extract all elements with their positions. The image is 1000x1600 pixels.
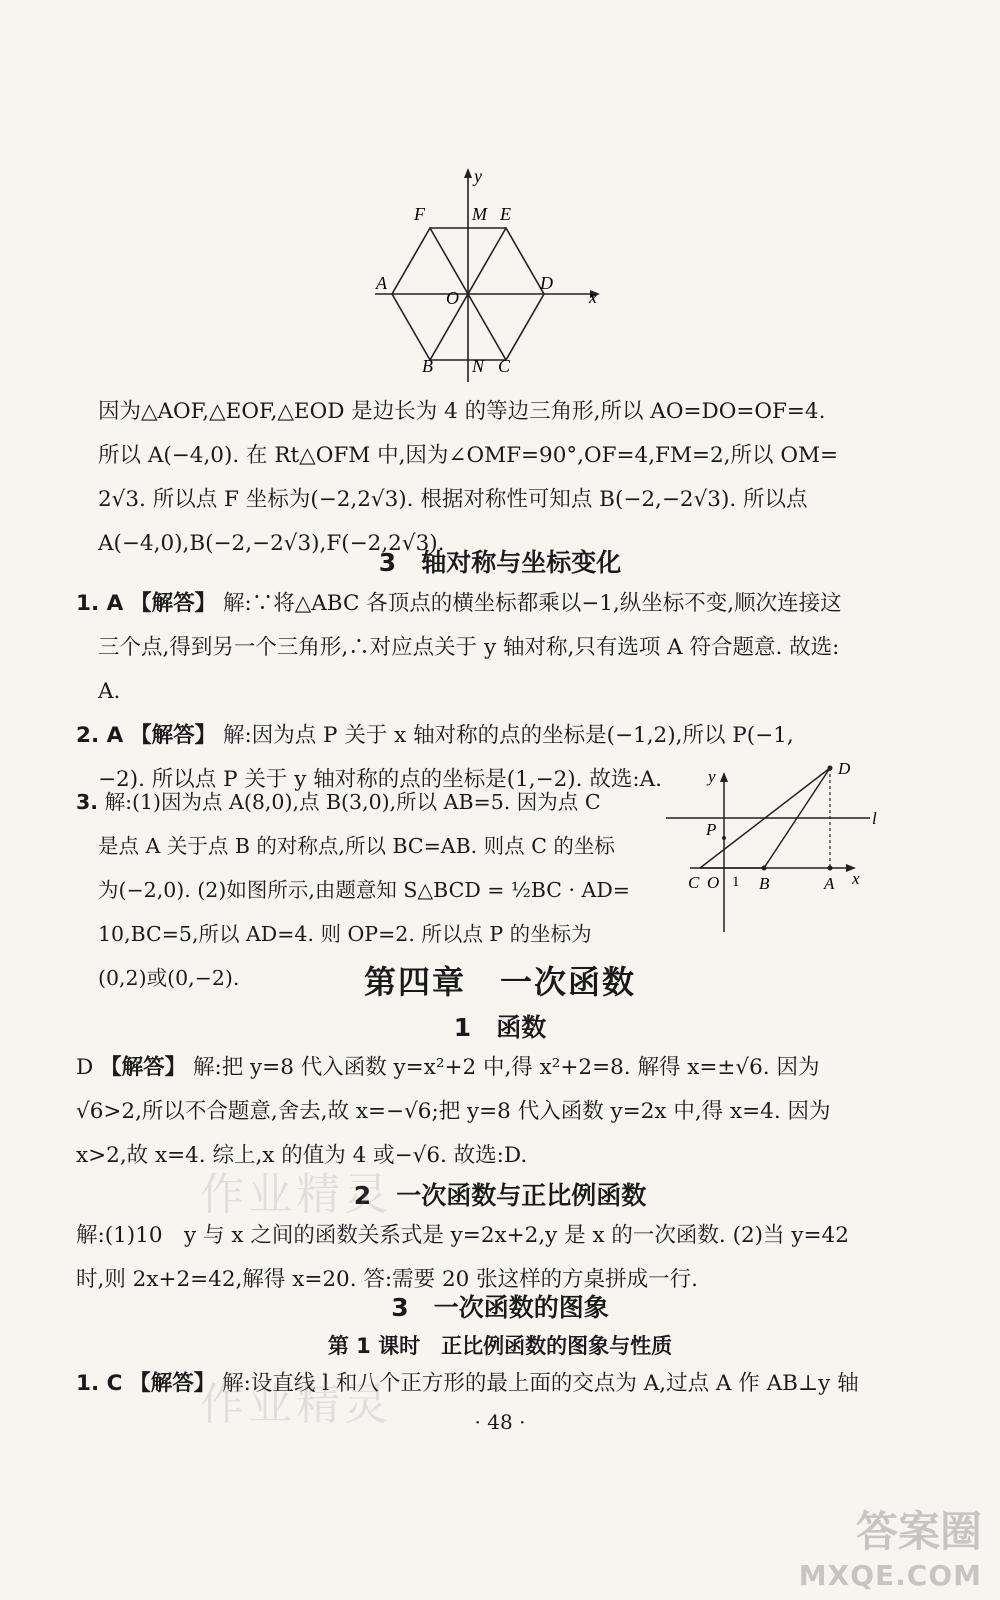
watermark: 作业精灵 bbox=[200, 1379, 392, 1430]
x-axis-label: x bbox=[852, 869, 860, 888]
text-line: 时,则 2x+2=42,解得 x=20. 答:需要 20 张这样的方桌拼成一行. bbox=[76, 1267, 698, 1292]
question-number: 3. bbox=[76, 790, 99, 814]
y-axis-label: y bbox=[708, 767, 716, 786]
triangle-coordinate-figure bbox=[660, 760, 890, 940]
text-line: A. bbox=[98, 679, 121, 704]
point-e-label: E bbox=[500, 204, 511, 224]
lesson-title: 第 1 课时 正比例函数的图象与性质 bbox=[327, 1334, 673, 1358]
text-line: 为(−2,0). (2)如图所示,由题意知 S△BCD = ½BC · AD= bbox=[98, 878, 630, 902]
point-d-label: D bbox=[540, 273, 553, 293]
text-line: 解:(1)10 y 与 x 之间的函数关系式是 y=2x+2,y 是 x 的一次函数. (2)当 y=42 bbox=[76, 1223, 849, 1248]
text-line: 解:∵将△ABC 各顶点的横坐标都乘以−1,纵坐标不变,顺次连接这 bbox=[222, 591, 842, 616]
unit-tick-label: 1 bbox=[732, 874, 740, 890]
point-a-label: A bbox=[376, 273, 387, 293]
point-f-label: F bbox=[414, 204, 425, 224]
solution-tag: 【解答】 bbox=[130, 723, 217, 748]
point-n-label: N bbox=[472, 356, 485, 376]
text-line: √6>2,所以不合题意,舍去,故 x=−√6;把 y=8 代入函数 y=2x 中,得 x=4. 因为 bbox=[76, 1099, 831, 1124]
text-line: (0,2)或(0,−2). bbox=[98, 966, 240, 990]
answer-label: 2. A bbox=[76, 723, 124, 748]
hexagon-solution-text bbox=[98, 390, 900, 566]
text-line: x>2,故 x=4. 综上,x 的值为 4 或−√6. 故选:D. bbox=[76, 1143, 528, 1168]
section-title: 3 一次函数的图象 bbox=[391, 1293, 609, 1322]
text-line: −2). 所以点 P 关于 y 轴对称的点的坐标是(1,−2). 故选:A. bbox=[98, 767, 662, 792]
section-title: 3 轴对称与坐标变化 bbox=[378, 548, 622, 577]
text-line: 解:设直线 l 和八个正方形的最上面的交点为 A,过点 A 作 AB⊥y 轴 bbox=[222, 1371, 859, 1396]
page-number: · 48 · bbox=[474, 1410, 526, 1434]
text-line: 三个点,得到另一个三角形,∴对应点关于 y 轴对称,只有选项 A 符合题意. 故选: bbox=[98, 635, 840, 660]
section-title: 1 函数 bbox=[453, 1013, 547, 1042]
point-b-label: B bbox=[759, 874, 770, 893]
point-m-label: M bbox=[472, 204, 487, 224]
solution-tag: 【解答】 bbox=[100, 1055, 187, 1080]
x-axis-label: x bbox=[589, 287, 597, 307]
y-axis-label: y bbox=[474, 166, 482, 186]
text-line: 所以 A(−4,0). 在 Rt△OFM 中,因为∠OMF=90°,OF=4,FM=2,所以 OM= bbox=[98, 443, 838, 468]
origin-label: O bbox=[446, 288, 459, 308]
point-a-label: A bbox=[824, 874, 835, 893]
text-line: 解:把 y=8 代入函数 y=x²+2 中,得 x²+2=8. 解得 x=±√6. 因为 bbox=[192, 1055, 820, 1080]
answer-label: D bbox=[76, 1055, 94, 1080]
text-line: 解:因为点 P 关于 x 轴对称的点的坐标是(−1,2),所以 P(−1, bbox=[222, 723, 794, 748]
text-line: 10,BC=5,所以 AD=4. 则 OP=2. 所以点 P 的坐标为 bbox=[98, 922, 592, 946]
text-line: 解:(1)因为点 A(8,0),点 B(3,0),所以 AB=5. 因为点 C bbox=[104, 790, 601, 814]
text-line: 2√3. 所以点 F 坐标为(−2,2√3). 根据对称性可知点 B(−2,−2√3). 所以点 bbox=[98, 487, 808, 512]
corner-logo-text: 答案圈 bbox=[855, 1507, 982, 1556]
hexagon-coordinate-figure bbox=[0, 0, 1000, 400]
question-1 bbox=[76, 582, 900, 714]
text-line: 是点 A 关于点 B 的对称点,所以 BC=AB. 则点 C 的坐标 bbox=[98, 834, 615, 858]
text-line: 因为△AOF,△EOF,△EOD 是边长为 4 的等边三角形,所以 AO=DO=OF=4. bbox=[98, 399, 826, 424]
corner-site-text: MXQE.COM bbox=[798, 1559, 982, 1592]
section-title: 2 一次函数与正比例函数 bbox=[353, 1181, 647, 1210]
corner-watermark bbox=[799, 1499, 982, 1592]
point-d-label: D bbox=[838, 760, 851, 778]
watermark: 作业精灵 bbox=[200, 1169, 392, 1220]
text-line: A(−4,0),B(−2,−2√3),F(−2,2√3). bbox=[98, 531, 445, 556]
point-p-label: P bbox=[706, 820, 717, 839]
point-c-label: C bbox=[688, 873, 700, 892]
answer-label: 1. C bbox=[76, 1371, 123, 1396]
answer-label: 1. A bbox=[76, 591, 124, 616]
origin-label: O bbox=[707, 873, 720, 892]
solution-tag: 【解答】 bbox=[129, 1371, 216, 1396]
chapter-title: 第四章 一次函数 bbox=[363, 963, 636, 1001]
point-c-label: C bbox=[498, 356, 511, 376]
solution-tag: 【解答】 bbox=[130, 591, 217, 616]
line-l-label: l bbox=[872, 809, 877, 828]
point-b-label: B bbox=[422, 356, 433, 376]
